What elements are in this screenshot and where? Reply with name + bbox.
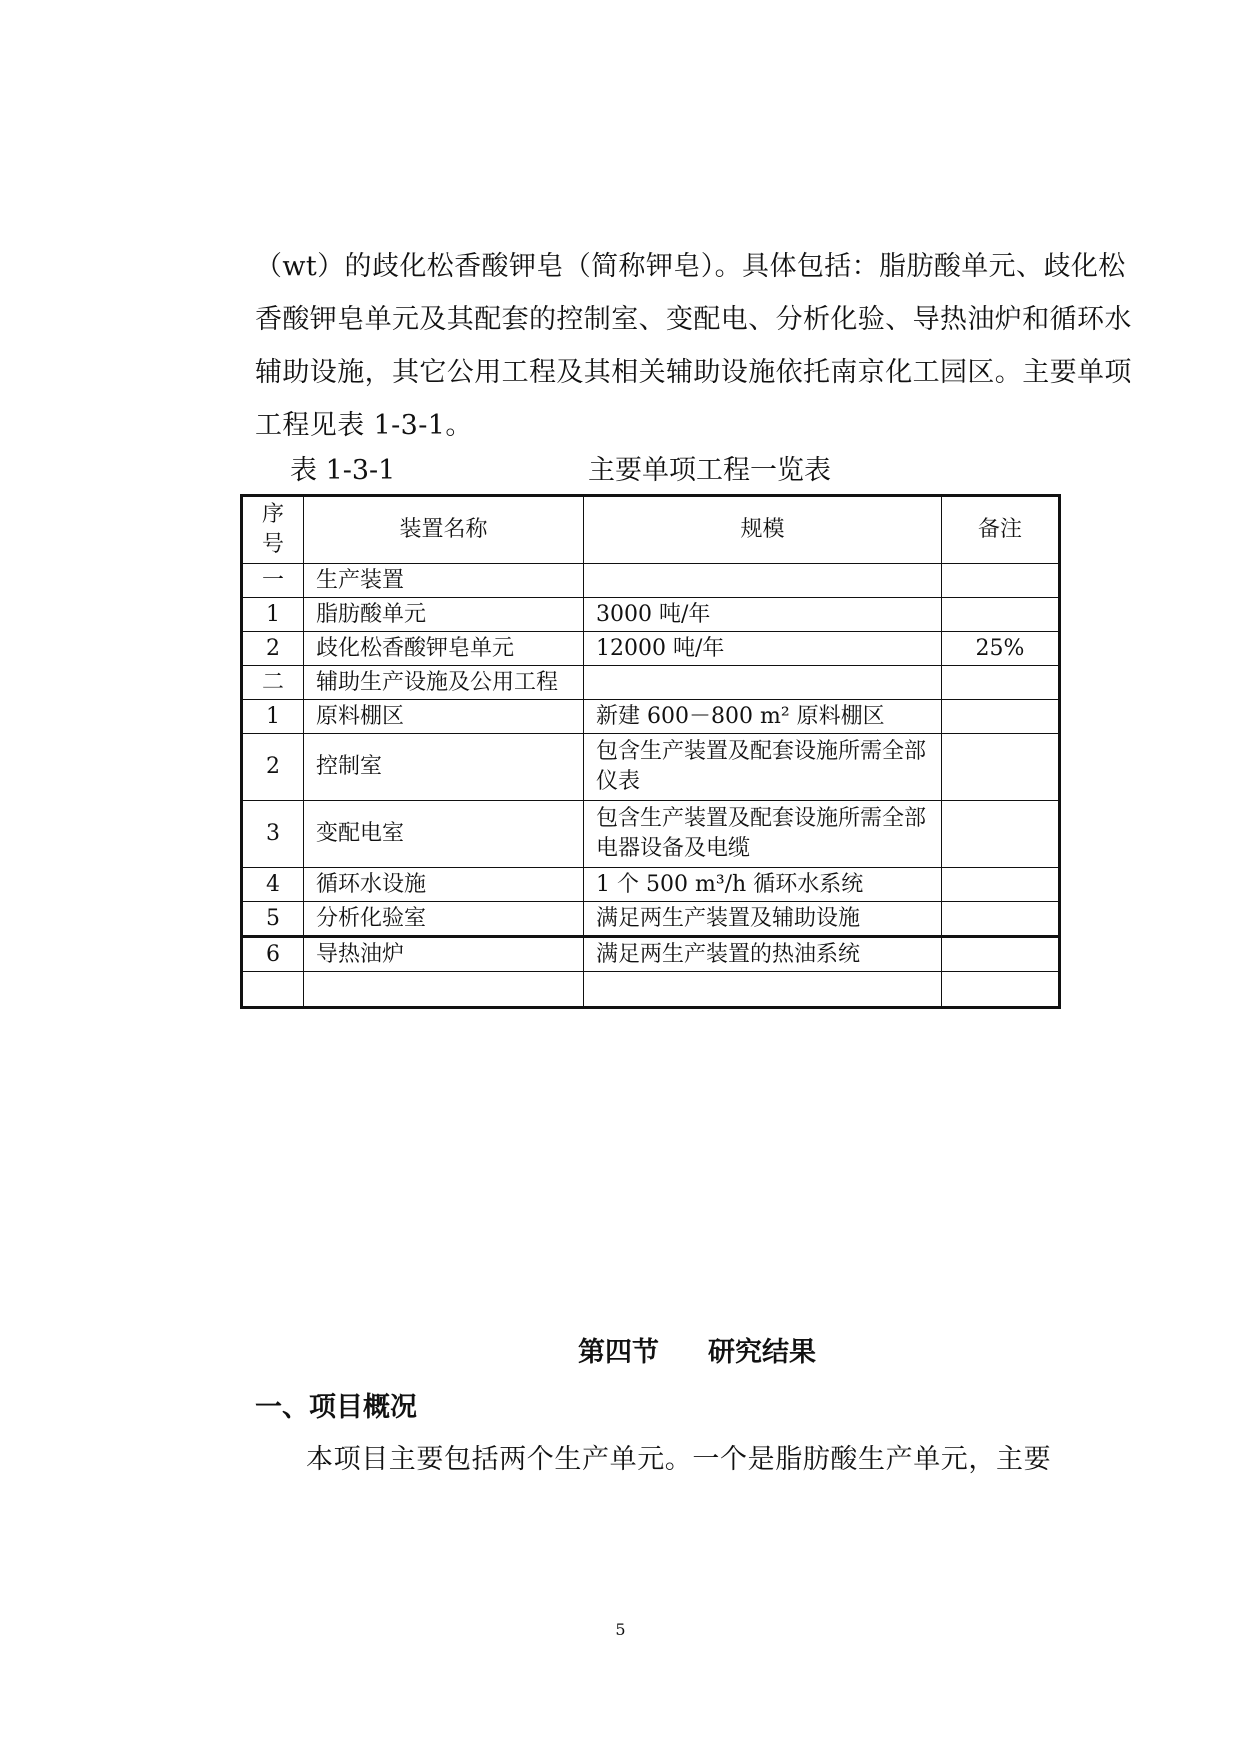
table-row: [242, 801, 1060, 868]
table-row: [242, 564, 1060, 598]
table-row: [242, 868, 1060, 902]
section-title: 研究结果: [708, 1337, 816, 1368]
cell-idx: 1: [242, 700, 304, 734]
intro-line: 工程见表 1-3-1。: [255, 410, 473, 441]
cell-scale: [584, 666, 942, 700]
table-title: 主要单项工程一览表: [588, 455, 831, 486]
cell-note: [942, 564, 1060, 598]
cell-idx: 2: [242, 734, 304, 801]
cell-name: 变配电室: [304, 801, 584, 868]
cell-name: 辅助生产设施及公用工程: [304, 666, 584, 700]
cell-note: [942, 666, 1060, 700]
page-number: 5: [615, 1620, 626, 1639]
header-note: 备注: [942, 496, 1060, 564]
table-row: [242, 632, 1060, 666]
table-row: [242, 700, 1060, 734]
table-number: 表 1-3-1: [290, 455, 396, 486]
cell-scale: 新建 600－800 m² 原料棚区: [584, 700, 942, 734]
table-row: [242, 598, 1060, 632]
intro-line: （wt）的歧化松香酸钾皂（简称钾皂）。具体包括：脂肪酸单元、歧化松: [255, 251, 1126, 282]
cell-idx: 3: [242, 801, 304, 868]
cell-idx: 4: [242, 868, 304, 902]
intro-paragraph: [255, 240, 1132, 452]
cell-scale: 12000 吨/年: [584, 632, 942, 666]
cell-note: [942, 734, 1060, 801]
table-row: [242, 972, 1060, 1008]
table-row: [242, 937, 1060, 972]
cell-note: [942, 868, 1060, 902]
header-name: 装置名称: [304, 496, 584, 564]
section-number: 第四节: [578, 1337, 659, 1368]
body-paragraph: 本项目主要包括两个生产单元。一个是脂肪酸生产单元，主要: [306, 1444, 1052, 1475]
cell-scale: [584, 564, 942, 598]
table-header-row: [242, 496, 1060, 564]
header-idx-text: 序 号: [261, 502, 284, 557]
cell-idx: 2: [242, 632, 304, 666]
cell-name: [304, 972, 584, 1008]
cell-name: 歧化松香酸钾皂单元: [304, 632, 584, 666]
cell-idx: 1: [242, 598, 304, 632]
table-row: [242, 734, 1060, 801]
cell-scale: [584, 972, 942, 1008]
table-row: [242, 902, 1060, 937]
cell-scale: 1 个 500 m³/h 循环水系统: [584, 868, 942, 902]
subheading: 一、项目概况: [255, 1392, 417, 1423]
intro-line: 香酸钾皂单元及其配套的控制室、变配电、分析化验、导热油炉和循环水: [255, 304, 1132, 335]
cell-idx: 5: [242, 902, 304, 937]
cell-note: [942, 700, 1060, 734]
table-caption: [0, 448, 1241, 488]
cell-name: 循环水设施: [304, 868, 584, 902]
cell-name: 分析化验室: [304, 902, 584, 937]
cell-idx: 二: [242, 666, 304, 700]
cell-note: 25%: [942, 632, 1060, 666]
cell-scale: 3000 吨/年: [584, 598, 942, 632]
cell-idx: 一: [242, 564, 304, 598]
cell-scale: 包含生产装置及配套设施所需全部电器设备及电缆: [584, 801, 942, 868]
cell-idx: 6: [242, 937, 304, 972]
header-idx: [242, 496, 304, 564]
cell-scale: 包含生产装置及配套设施所需全部仪表: [584, 734, 942, 801]
header-scale: 规模: [584, 496, 942, 564]
cell-name: 生产装置: [304, 564, 584, 598]
cell-idx: [242, 972, 304, 1008]
cell-note: [942, 598, 1060, 632]
cell-note: [942, 972, 1060, 1008]
cell-note: [942, 902, 1060, 937]
cell-note: [942, 801, 1060, 868]
cell-scale: 满足两生产装置的热油系统: [584, 937, 942, 972]
table-container: [240, 494, 1058, 1009]
cell-name: 导热油炉: [304, 937, 584, 972]
project-table: [240, 494, 1061, 1009]
cell-name: 原料棚区: [304, 700, 584, 734]
cell-note: [942, 937, 1060, 972]
cell-scale: 满足两生产装置及辅助设施: [584, 902, 942, 937]
cell-name: 脂肪酸单元: [304, 598, 584, 632]
intro-line: 辅助设施，其它公用工程及其相关辅助设施依托南京化工园区。主要单项: [255, 357, 1132, 388]
cell-name: 控制室: [304, 734, 584, 801]
table-row: [242, 666, 1060, 700]
